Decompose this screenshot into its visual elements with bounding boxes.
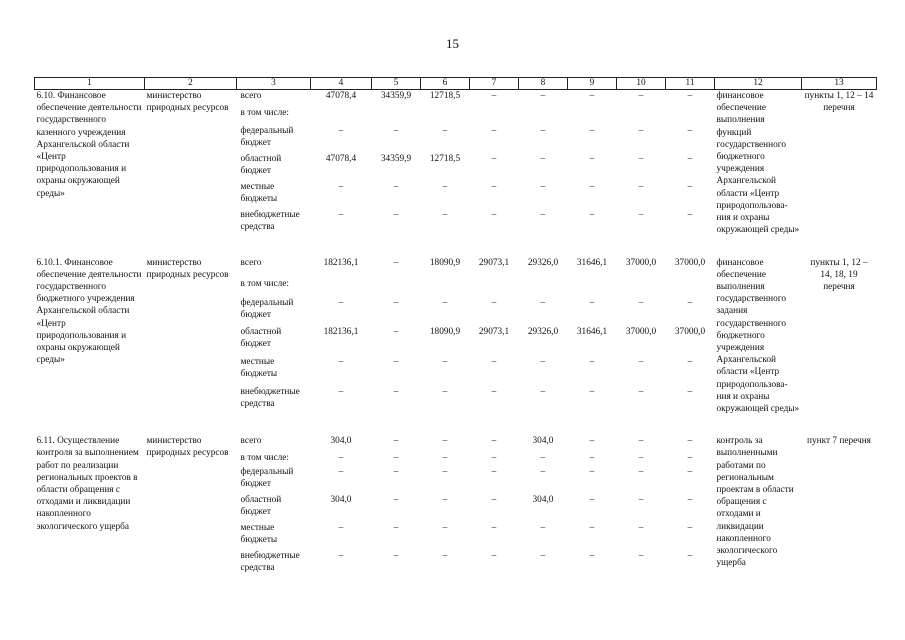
value-cell [519,107,568,125]
value-cell: 18090,9 [429,327,461,338]
value-cell: – [540,153,546,164]
funding-source: всего [240,436,262,447]
value-cell: – [589,209,595,220]
value-cell: – [338,209,344,220]
funding-source: федеральный бюджет [240,125,294,148]
value-cell: – [491,495,497,506]
value-cell [372,278,421,297]
header-row [35,78,877,90]
value-cell: – [442,386,448,397]
value-cell: – [687,551,693,562]
header-col-12: 12 [715,78,802,90]
value-cell: – [638,356,644,367]
funding-source: всего [240,257,262,268]
measure-name: 6.11. Осуществление контроля за выполнением работ по реализации региональных проектов в области обращения с отходами и ликвидации накопленного экологического ущерба [36,436,139,532]
value-cell: – [540,297,546,308]
table-row [35,257,877,278]
value-cell: – [393,209,399,220]
value-cell: – [638,436,644,447]
value-cell: – [393,181,399,192]
value-cell [617,107,666,125]
value-cell: – [338,181,344,192]
value-cell: – [687,91,693,101]
funding-source: областной бюджет [240,153,282,176]
block-spacer [35,415,877,435]
value-cell: – [687,125,693,136]
value-cell: – [491,91,497,101]
value-cell: – [491,125,497,136]
value-cell: – [687,467,693,478]
value-cell: – [540,551,546,562]
value-cell: – [338,523,344,534]
value-cell: 31646,1 [576,257,608,268]
value-cell [568,107,617,125]
value-cell: – [589,153,595,164]
value-cell: – [442,551,448,562]
value-cell [617,278,666,297]
value-cell: – [540,386,546,397]
value-cell: 29073,1 [478,327,510,338]
value-cell: – [442,356,448,367]
value-cell: – [540,453,546,464]
value-cell: – [687,209,693,220]
value-cell: – [442,523,448,534]
value-cell: 29073,1 [478,257,510,268]
header-col-6: 6 [421,78,470,90]
value-cell: 182136,1 [323,257,359,268]
value-cell [372,107,421,125]
header-col-9: 9 [568,78,617,90]
value-cell [568,278,617,297]
value-cell: 47078,4 [325,153,357,164]
value-cell: – [638,181,644,192]
value-cell: – [491,551,497,562]
value-cell: – [393,327,399,338]
value-cell: 37000,0 [625,327,657,338]
value-cell: – [687,495,693,506]
value-cell [421,278,470,297]
value-cell: – [442,125,448,136]
funding-source: федеральный бюджет [240,297,294,320]
value-cell: – [393,297,399,308]
page-number: 15 [446,36,459,51]
header-col-3: 3 [237,78,311,90]
value-cell: – [491,209,497,220]
executor-name: министерство природных ресурсов [146,91,229,114]
value-cell [311,107,372,125]
value-cell: – [393,125,399,136]
header-col-11: 11 [666,78,715,90]
value-cell: – [589,436,595,447]
table-row [35,90,877,107]
value-cell: 29326,0 [527,257,559,268]
value-cell: – [638,386,644,397]
value-cell: – [687,181,693,192]
value-cell: – [393,386,399,397]
expected-result: финансовое обеспечение выполнения государственного задания государственного бюджетного учреждения Архангельской области «Центр природопользова-ния и охраны окружающей среды» [716,257,800,414]
value-cell: – [687,453,693,464]
value-cell: – [442,181,448,192]
value-cell: – [540,356,546,367]
header-col-2: 2 [145,78,237,90]
funding-source: областной бюджет [240,327,282,350]
value-cell: – [491,436,497,447]
value-cell [470,278,519,297]
expected-result: контроль за выполненными работами по региональным проектам в области обращения с отходами и ликвидации накопленного экологического ущерба [716,436,794,569]
value-cell: 304,0 [330,495,352,506]
value-cell: – [491,153,497,164]
value-cell: – [393,551,399,562]
value-cell: – [638,125,644,136]
value-cell: 304,0 [532,495,554,506]
value-cell: – [589,356,595,367]
value-cell: – [638,297,644,308]
value-cell: 34359,9 [380,91,412,101]
value-cell: 12718,5 [429,153,461,164]
header-col-10: 10 [617,78,666,90]
value-cell: – [638,551,644,562]
measure-name: 6.10. Финансовое обеспечение деятельности государственного казенного учреждения Архангельской области «Центр природопользования и охраны окружающей среды» [36,91,142,199]
funding-source: в том числе: [240,453,289,464]
value-cell: – [589,125,595,136]
spacer-cell [35,415,877,435]
value-cell [470,107,519,125]
value-cell [666,278,715,297]
value-cell: – [338,125,344,136]
value-cell: – [338,467,344,478]
executor-name: министерство природных ресурсов [146,257,229,280]
value-cell: – [540,209,546,220]
spacer-cell [35,237,877,257]
funding-source: местные бюджеты [240,523,278,546]
funding-source: внебюджетные средства [240,209,300,232]
value-cell: – [589,467,595,478]
value-cell: 47078,4 [325,91,357,101]
value-cell: – [393,453,399,464]
value-cell: – [589,297,595,308]
value-cell: – [638,153,644,164]
value-cell: – [589,91,595,101]
value-cell: – [442,209,448,220]
value-cell [519,278,568,297]
funding-source: местные бюджеты [240,356,278,380]
value-cell: – [491,356,497,367]
header-col-1: 1 [35,78,145,90]
value-cell: – [442,436,448,447]
value-cell: – [589,453,595,464]
linked-indicators: пункты 1, 12 – 14 перечня [804,91,874,114]
value-cell: – [687,297,693,308]
value-cell: – [338,453,344,464]
value-cell: – [638,91,644,101]
value-cell: – [491,453,497,464]
value-cell: – [687,356,693,367]
value-cell: – [540,91,546,101]
value-cell [666,107,715,125]
value-cell: – [338,386,344,397]
value-cell: – [589,523,595,534]
value-cell: – [638,495,644,506]
funding-source: внебюджетные средства [240,386,300,409]
value-cell: 37000,0 [674,257,706,268]
value-cell: 31646,1 [576,327,608,338]
header-col-13: 13 [802,78,877,90]
value-cell: 304,0 [532,436,554,447]
value-cell: – [393,356,399,367]
value-cell [421,107,470,125]
value-cell: – [442,467,448,478]
value-cell: – [393,436,399,447]
value-cell: – [442,453,448,464]
funding-source: местные бюджеты [240,181,278,204]
value-cell: – [491,467,497,478]
executor-name: министерство природных ресурсов [146,436,229,459]
linked-indicators: пункт 7 перечня [807,436,871,447]
value-cell: – [442,297,448,308]
value-cell: – [540,523,546,534]
measure-name: 6.10.1. Финансовое обеспечение деятельности государственного бюджетного учреждения Архангельской области «Центр природопользования и охраны окружающей среды» [36,257,142,366]
expected-result: финансовое обеспечение выполнения функций государственного бюджетного учреждения Архангельской области «Центр природопользова-ния и охраны окружающей среды» [716,91,800,236]
value-cell: – [338,297,344,308]
value-cell: – [442,495,448,506]
header-col-8: 8 [519,78,568,90]
value-cell: – [638,209,644,220]
value-cell: – [638,453,644,464]
header-col-5: 5 [372,78,421,90]
value-cell: 29326,0 [527,327,559,338]
value-cell: 12718,5 [429,91,461,101]
value-cell: – [589,386,595,397]
funding-source: внебюджетные средства [240,551,300,574]
value-cell: – [540,181,546,192]
header-col-4: 4 [311,78,372,90]
funding-source: в том числе: [240,107,289,118]
funding-source: всего [240,91,262,101]
value-cell: – [338,551,344,562]
value-cell: – [491,523,497,534]
value-cell: – [589,495,595,506]
value-cell: – [338,356,344,367]
value-cell: – [491,386,497,397]
linked-indicators: пункты 1, 12 – 14, 18, 19 перечня [810,257,868,292]
value-cell: – [393,523,399,534]
value-cell [311,278,372,297]
value-cell: – [393,467,399,478]
value-cell: 37000,0 [674,327,706,338]
block-spacer [35,237,877,257]
value-cell: – [687,153,693,164]
value-cell: 182136,1 [323,327,359,338]
value-cell: 18090,9 [429,257,461,268]
value-cell: – [393,495,399,506]
value-cell: – [638,523,644,534]
value-cell: – [491,297,497,308]
value-cell: – [589,551,595,562]
value-cell: – [393,257,399,268]
value-cell: 34359,9 [380,153,412,164]
funding-source: в том числе: [240,278,289,289]
header-col-7: 7 [470,78,519,90]
program-table [34,77,877,578]
value-cell: – [589,181,595,192]
table-row [35,435,877,452]
value-cell: – [540,467,546,478]
value-cell: – [491,181,497,192]
value-cell: 304,0 [330,436,352,447]
value-cell: – [687,436,693,447]
value-cell: – [687,386,693,397]
value-cell: – [638,467,644,478]
funding-source: областной бюджет [240,495,282,518]
value-cell: – [687,523,693,534]
funding-source: федеральный бюджет [240,467,294,490]
value-cell: 37000,0 [625,257,657,268]
value-cell: – [540,125,546,136]
